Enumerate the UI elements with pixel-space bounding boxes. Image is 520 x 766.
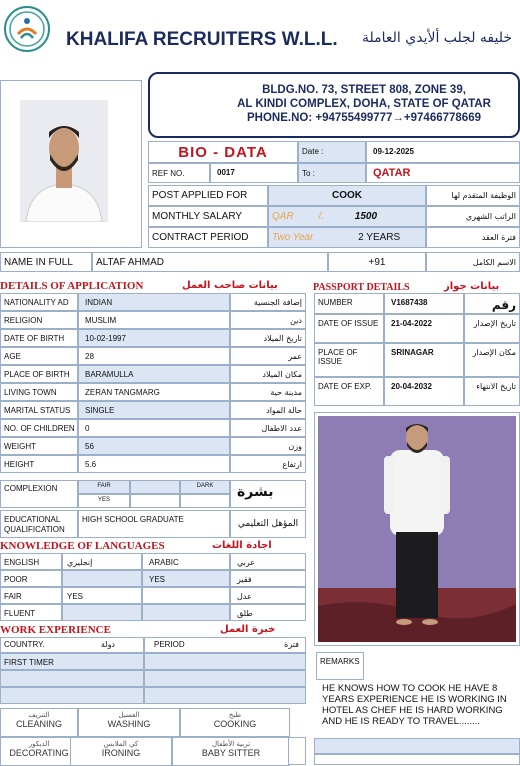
passport-row-arabic: رقم [464,293,520,314]
complexion-fair: FAIR [78,480,130,494]
application-row-value: MUSLIM [78,311,230,329]
languages-title: KNOWLEDGE OF LANGUAGES [0,540,165,552]
application-row-label: PLACE OF BIRTH [0,365,78,383]
salary-currency: QAR [272,211,294,222]
application-row-label: MARITAL STATUS [0,401,78,419]
salary-arabic: الراتب الشهري [426,206,520,227]
post-applied-value: COOK [268,185,426,206]
education-value: HIGH SCHOOL GRADUATE [78,510,230,538]
passport-row-value: V1687438 [384,293,464,314]
passport-row-value: SRINAGAR [384,343,464,377]
skill-arabic: الديكور [28,740,50,748]
skill-english: BABY SITTER [201,748,261,758]
salary-value-cell [268,206,426,227]
application-row-arabic: تاريخ الميلاد [230,329,306,347]
application-row-value: 0 [78,419,230,437]
contract-value-cell [268,227,426,248]
application-row-label: NO. OF CHILDREN [0,419,78,437]
skill-english: CLEANING [15,719,62,729]
language-row-label: FAIR [0,587,62,604]
passport-row-arabic: تاريخ الانتهاء [464,377,520,406]
application-title: DETAILS OF APPLICATION [0,280,144,292]
education-label [0,510,78,538]
work-country: COUNTRY. [4,640,45,649]
application-row-value: 10-02-1997 [78,329,230,347]
education-label-2: QUALIFICATION [4,525,65,534]
education-arabic: المؤهل التعليمي [230,510,306,538]
language-row-english [62,604,142,621]
name-label: NAME IN FULL [0,252,92,272]
passport-row-label: PLACE OF ISSUE [314,343,384,377]
language-row-arabic-label: طلق [230,604,306,621]
post-applied-arabic: الوظيفة المتقدم لها [426,185,520,206]
address-line-2: AL KINDI COMPLEX, DOHA, STATE OF QATAR [237,98,491,110]
skill-arabic: تربية الأطفال [211,740,251,748]
language-row-arabic: YES [142,570,230,587]
contract-value: 2 YEARS [358,232,401,243]
work-period-label [144,637,306,653]
complexion-arabic: بشرة [230,480,306,508]
complexion-dark: DARK [180,480,230,494]
company-name: KHALIFA RECRUITERS W.L.L. [66,29,338,50]
remarks-footer-row [314,754,520,765]
full-photo [314,412,520,646]
application-row-value: INDIAN [78,293,230,311]
logo-icon [6,8,48,50]
complexion-label: COMPLEXION [0,480,78,508]
language-row-arabic [142,604,230,621]
application-row-label: LIVING TOWN [0,383,78,401]
application-row-value: BARAMULLA [78,365,230,383]
skill-english: COOKING [213,719,257,729]
passport-row-arabic: تاريخ الإصدار [464,314,520,343]
passport-row-value: 20-04-2032 [384,377,464,406]
education-label-1: EDUCATIONAL [4,515,61,524]
passport-row-label: NUMBER [314,293,384,314]
work-title: WORK EXPERIENCE [0,624,111,636]
complexion-mid [130,480,180,494]
application-row-label: WEIGHT [0,437,78,455]
application-row-arabic: ارتفاع [230,455,306,473]
passport-row-label: DATE OF ISSUE [314,314,384,343]
skill-arabic: كي الملابس [103,740,139,748]
language-row-english: إنجليزي [62,553,142,570]
contract-hint: Two Year [272,232,314,243]
complexion-yes: YES [78,494,130,508]
name-arabic: الاسم الكامل [426,252,520,272]
application-title-arabic: بيانات صاحب العمل [182,280,278,291]
application-row-label: NATIONALITY AD [0,293,78,311]
application-row-label: DATE OF BIRTH [0,329,78,347]
application-row-value: 56 [78,437,230,455]
to-label: To : [298,163,366,183]
language-row-arabic-label: فقير [230,570,306,587]
company-logo [4,6,50,52]
passport-row-label: DATE OF EXP. [314,377,384,406]
language-row-label: POOR [0,570,62,587]
skill-cell [172,737,290,766]
to-value: QATAR [366,163,520,183]
passport-title-arabic: بيانات جواز [444,281,500,292]
application-row-value: 5.6 [78,455,230,473]
application-row-arabic: مدينة حية [230,383,306,401]
skill-english: DECORATING [9,748,69,758]
application-row-value: SINGLE [78,401,230,419]
application-row-arabic: إضافة الجنسية [230,293,306,311]
skill-english: WASHING [107,719,151,729]
address-box [148,72,520,138]
application-row-arabic: وزن [230,437,306,455]
skill-cell [78,708,180,737]
language-row-arabic-label: عدل [230,587,306,604]
salary-amount: 1500 [354,211,378,222]
application-row-label: RELIGION [0,311,78,329]
language-row-arabic-label: عربي [230,553,306,570]
phone-line: PHONE.NO: +94755499777→+97466778669 [246,112,481,124]
passport-row-value: 21-04-2022 [384,314,464,343]
skill-cell [180,708,290,737]
language-row-label: FLUENT [0,604,62,621]
work-country-label [0,637,144,653]
application-row-label: HEIGHT [0,455,78,473]
work-country-arabic: دولة [100,640,115,649]
salary-separator: /. [318,211,325,222]
application-row-arabic: دين [230,311,306,329]
skill-cell [0,708,78,737]
salary-label: MONTHLY SALARY [148,206,268,227]
work-period-arabic: فترة [284,640,299,649]
skill-arabic: طبخ [228,711,242,719]
language-row-label: ENGLISH [0,553,62,570]
name-value: ALTAF AHMAD [92,252,328,272]
skill-cell [70,737,172,766]
skill-cell-empty [288,737,306,765]
remarks-footer-row [314,738,520,754]
name-code: +91 [328,252,426,272]
complexion-empty-1 [130,494,180,508]
passport-row-arabic: مكان الإصدار [464,343,520,377]
contract-label: CONTRACT PERIOD [148,227,268,248]
remarks-label-text: REMARKS [320,657,360,666]
application-row-arabic: عدد الاطفال [230,419,306,437]
work-cell [144,670,306,687]
languages-title-arabic: اجادة اللغات [212,540,272,551]
application-row-arabic: مكان الميلاد [230,365,306,383]
work-cell [0,687,144,704]
post-applied-label: POST APPLIED FOR [148,185,268,206]
passport-title: PASSPORT DETAILS [313,282,410,293]
work-first-timer: FIRST TIMER [0,653,144,670]
skill-cell [0,737,78,766]
date-label: Date : [298,141,366,163]
language-row-arabic: ARABIC [142,553,230,570]
skill-english: IRONING [101,748,141,758]
ref-no-value: 0017 [210,163,298,183]
work-period: PERIOD [154,640,185,649]
work-cell [144,653,306,670]
date-value: 09-12-2025 [366,141,520,163]
application-row-label: AGE [0,347,78,365]
application-row-arabic: عمر [230,347,306,365]
application-row-arabic: حالة المواد [230,401,306,419]
ref-no-label: REF NO. [148,163,210,183]
language-row-english [62,570,142,587]
contract-arabic: فترة العقد [426,227,520,248]
application-row-value: 28 [78,347,230,365]
work-cell [0,670,144,687]
skill-arabic: التنزيف [28,711,50,719]
language-row-arabic [142,587,230,604]
work-cell [144,687,306,704]
complexion-empty-2 [180,494,230,508]
skill-arabic: الغسيل [118,711,140,719]
application-row-value: ZERAN TANGMARG [78,383,230,401]
company-name-arabic: خليفه لجلب ألأيدي العاملة [362,30,513,46]
work-title-arabic: خبرة العمل [220,624,276,635]
remarks-text: HE KNOWS HOW TO COOK HE HAVE 8 YEARS EXPERIENCE HE IS WORKING IN HOTEL AS CHEF HE IS HARD WORKING AND HE IS READY TO TRAVEL........ [322,683,507,727]
language-row-english: YES [62,587,142,604]
profile-photo [20,100,108,222]
remarks-label [316,652,364,680]
bio-data-title: BIO - DATA [148,141,298,163]
address-line-1: BLDG.NO. 73, STREET 808, ZONE 39, [262,84,466,96]
